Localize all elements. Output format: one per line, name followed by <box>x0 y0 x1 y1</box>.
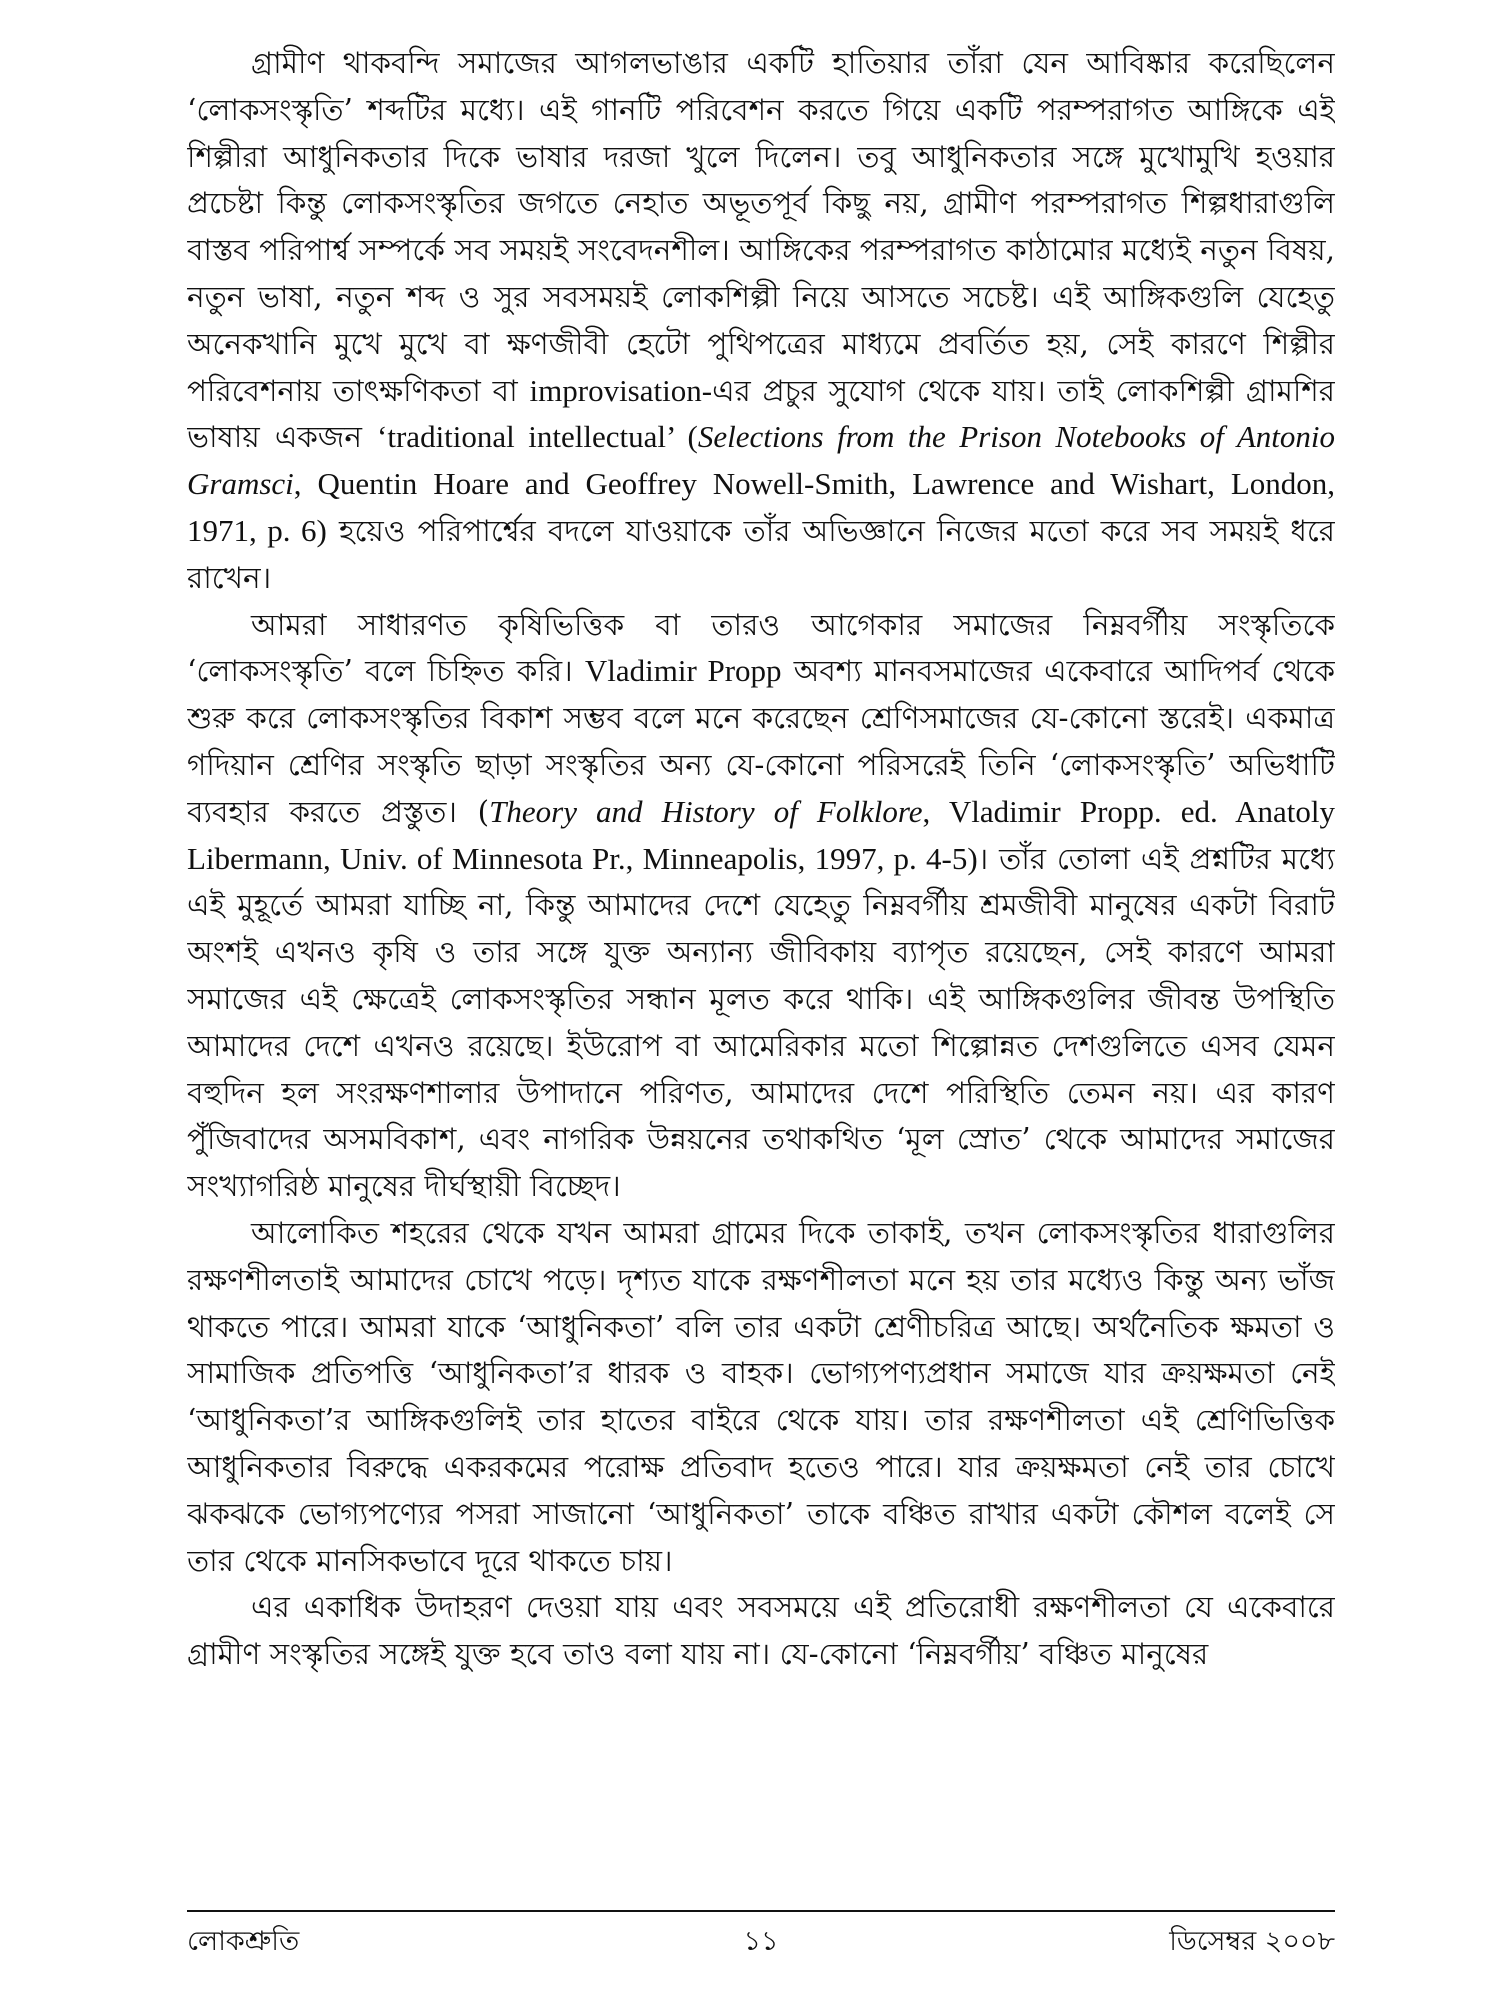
article-body <box>187 40 1335 1870</box>
issue-date: ডিসেম্বর ২০০৮ <box>1169 1926 1335 1957</box>
citation-title: Theory and History of Folklore <box>489 793 923 829</box>
page-footer <box>187 1920 1335 1964</box>
page-number: ১১ <box>743 1926 779 1957</box>
text-segment: ‘traditional intellectual’ ( <box>377 419 698 455</box>
text-segment: এর প্রচুর সুযোগ থেকে যায়। তাই লোকশিল্পী গ্রামশির ভাষায় একজন <box>187 373 1335 455</box>
paragraph-3 <box>187 1210 1335 1584</box>
text-segment: । তাঁর তোলা এই প্রশ্নটির মধ্যে এই মুহূর্তে আমরা যাচ্ছি না, কিন্তু আমাদের দেশে যেহেতু নিম্নবর্গীয় শ্রমজীবী মানুষের একটা বিরাট অংশই এখনও কৃষি ও তার সঙ্গে যুক্ত অন্যান্য জীবিকায় ব্যাপৃত রয়েছেন, সেই কারণে আমরা সমাজের এই ক্ষেত্রেই লোকসংস্কৃতির সন্ধান মূলত করে থাকি। এই আঙ্গিকগুলির জীবন্ত উপস্থিতি আমাদের দেশে এখনও রয়েছে। ইউরোপ বা আমেরিকার মতো শিল্পোন্নত দেশগুলিতে এসব যেমন বহুদিন হল সংরক্ষণশালার উপাদানে পরিণত, আমাদের দেশে পরিস্থিতি তেমন নয়। এর কারণ পুঁজিবাদের অসমবিকাশ, এবং নাগরিক উন্নয়নের তথাকথিত ‘মূল স্রোত’ থেকে আমাদের সমাজের সংখ্যাগরিষ্ঠ মানুষের দীর্ঘস্থায়ী বিচ্ছেদ। <box>187 841 1335 1204</box>
text-segment: আমরা সাধারণত কৃষিভিত্তিক বা তারও আগেকার সমাজের নিম্নবর্গীয় সংস্কৃতিকে ‘লোকসংস্কৃতি’ বলে চিহ্নিত করি। <box>187 607 1335 689</box>
citation-title: Selections from the Prison Notebooks of Antonio Gramsci <box>187 419 1335 502</box>
text-segment: Vladimir Propp <box>584 653 782 689</box>
text-segment: এর একাধিক উদাহরণ দেওয়া যায় এবং সবসময়ে এই প্রতিরোধী রক্ষণশীলতা যে একেবারে গ্রামীণ সংস্কৃতির সঙ্গেই যুক্ত হবে তাও বলা যায় না। যে-কোনো ‘নিম্নবর্গীয়’ বঞ্চিত মানুষের <box>187 1590 1335 1672</box>
journal-name: লোকশ্রুতি <box>187 1926 300 1957</box>
text-segment: আলোকিত শহরের থেকে যখন আমরা গ্রামের দিকে তাকাই, তখন লোকসংস্কৃতির ধারাগুলির রক্ষণশীলতাই আমাদের চোখে পড়ে। দৃশ্যত যাকে রক্ষণশীলতা মনে হয় তার মধ্যেও কিন্তু অন্য ভাঁজ থাকতে পারে। আমরা যাকে ‘আধুনিকতা’ বলি তার একটা শ্রেণীচরিত্র আছে। অর্থনৈতিক ক্ষমতা ও সামাজিক প্রতিপত্তি ‘আধুনিকতা’র ধারক ও বাহক। ভোগ্যপণ্যপ্রধান সমাজে যার ক্রয়ক্ষমতা নেই ‘আধুনিকতা’র আঙ্গিকগুলিই তার হাতের বাইরে থেকে যায়। তার রক্ষণশীলতা এই শ্রেণিভিত্তিক আধুনিকতার বিরুদ্ধে একরকমের পরোক্ষ প্রতিবাদ হতেও পারে। যার ক্রয়ক্ষমতা নেই তার চোখে ঝকঝকে ভোগ্যপণ্যের পসরা সাজানো ‘আধুনিকতা’ তাকে বঞ্চিত রাখার একটা কৌশল বলেই সে তার থেকে মানসিকভাবে দূরে থাকতে চায়। <box>187 1215 1335 1578</box>
text-segment: গ্রামীণ থাকবন্দি সমাজের আগলভাঙার একটি হাতিয়ার তাঁরা যেন আবিষ্কার করেছিলেন ‘লোকসংস্কৃতি’ শব্দটির মধ্যে। এই গানটি পরিবেশন করতে গিয়ে একটি পরম্পরাগত আঙ্গিকে এই শিল্পীরা আধুনিকতার দিকে ভাষার দরজা খুলে দিলেন। তবু আধুনিকতার সঙ্গে মুখোমুখি হওয়ার প্রচেষ্টা কিন্তু লোকসংস্কৃতির জগতে নেহাত অভূতপূর্ব কিছু নয়, গ্রামীণ পরম্পরাগত শিল্পধারাগুলি বাস্তব পরিপার্শ্ব সম্পর্কে সব সময়ই সংবেদনশীল। আঙ্গিকের পরম্পরাগত কাঠামোর মধ্যেই নতুন বিষয়, নতুন ভাষা, নতুন শব্দ ও সুর সবসময়ই লোকশিল্পী নিয়ে আসতে সচেষ্ট। এই আঙ্গিকগুলি যেহেতু অনেকখানি মুখে মুখে বা ক্ষণজীবী হেটো পুথিপত্রের মাধ্যমে প্রবর্তিত হয়, সেই কারণে শিল্পীর পরিবেশনায় তাৎক্ষণিকতা বা <box>187 46 1335 408</box>
text-segment: , Vladimir Propp. ed. Anatoly Libermann, Univ. of Minnesota Pr., Minneapolis, 1997, p. 4-5) <box>187 793 1335 876</box>
paragraph-1 <box>187 40 1335 602</box>
text-segment: অবশ্য মানবসমাজের একেবারে আদিপর্ব থেকে শুরু করে লোকসংস্কৃতির বিকাশ সম্ভব বলে মনে করেছেন শ্রেণিসমাজের যে-কোনো স্তরেই। একমাত্র গদিয়ান শ্রেণির সংস্কৃতি ছাড়া সংস্কৃতির অন্য যে-কোনো পরিসরেই তিনি ‘লোকসংস্কৃতি’ অভিধাটি ব্যবহার করতে প্রস্তুত। ( <box>187 654 1335 829</box>
paragraph-4 <box>187 1584 1335 1678</box>
paragraph-2 <box>187 602 1335 1210</box>
footer-divider <box>187 1910 1335 1912</box>
text-segment: , Quentin Hoare and Geoffrey Nowell-Smith, Lawrence and Wishart, London, 1971, p. 6) <box>187 466 1335 548</box>
text-segment: improvisation- <box>529 372 713 408</box>
text-segment: হয়েও পরিপার্শ্বের বদলে যাওয়াকে তাঁর অভিজ্ঞানে নিজের মতো করে সব সময়ই ধরে রাখেন। <box>187 513 1335 595</box>
